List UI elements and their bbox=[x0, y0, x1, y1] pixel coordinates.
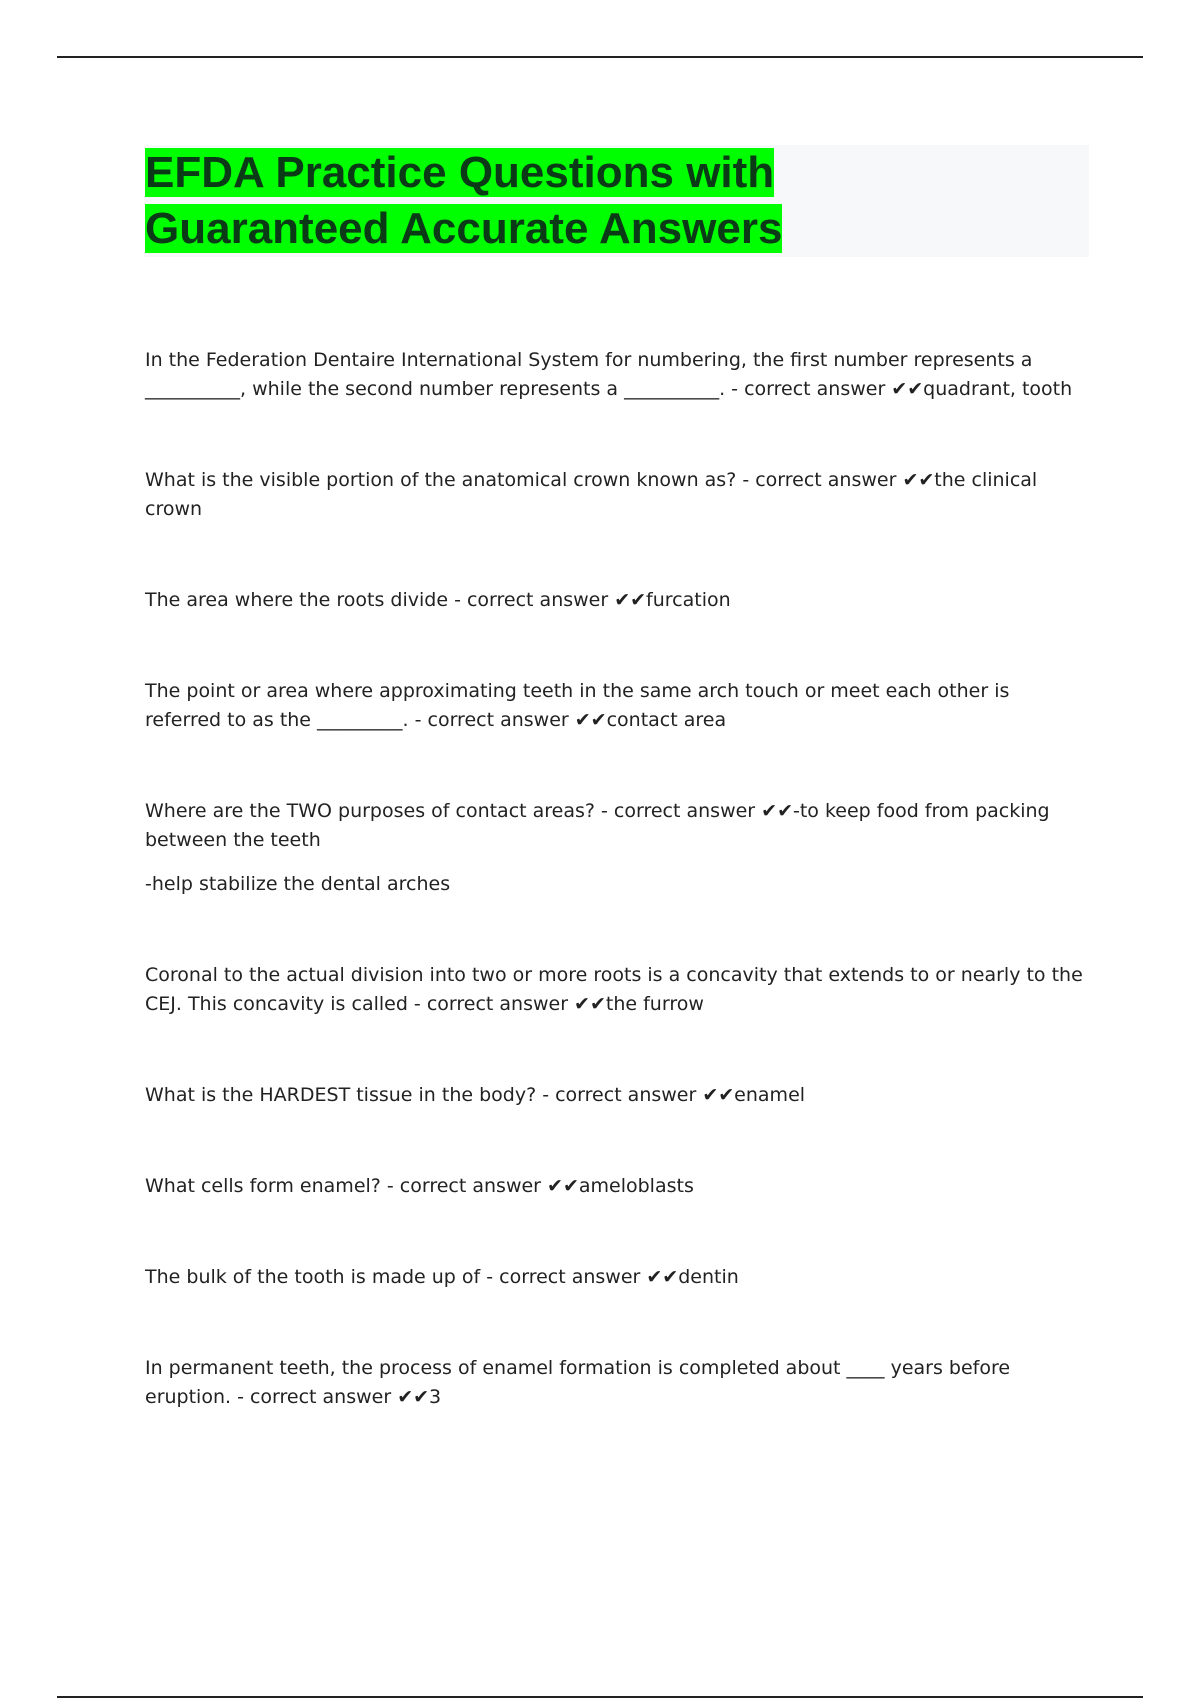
title-line-2: Guaranteed Accurate Answers bbox=[145, 204, 783, 253]
qa-text: Coronal to the actual division into two or more roots is a concavity that extends to or nearly to the CEJ. This concavity is called - correct answer ✔✔the furrow bbox=[145, 964, 1083, 1015]
qa-list bbox=[145, 346, 1091, 1474]
qa-item bbox=[145, 466, 1091, 524]
qa-text: Where are the TWO purposes of contact areas? - correct answer ✔✔-to keep food from packing between the teeth bbox=[145, 800, 1050, 851]
header-rule bbox=[57, 56, 1143, 58]
qa-item bbox=[145, 677, 1091, 735]
title-block bbox=[145, 145, 1089, 257]
qa-item bbox=[145, 586, 1091, 615]
footer-rule bbox=[57, 1696, 1143, 1698]
qa-text: In the Federation Dentaire International System for numbering, the first number represents a __________, while the second number represents a __________. - correct answer ✔✔quadrant, tooth bbox=[145, 349, 1073, 400]
document-title bbox=[145, 145, 1089, 257]
title-line-1: EFDA Practice Questions with bbox=[145, 148, 775, 197]
qa-text: What is the visible portion of the anatomical crown known as? - correct answer ✔✔the clinical crown bbox=[145, 469, 1038, 520]
qa-text: The point or area where approximating teeth in the same arch touch or meet each other is referred to as the _________. - correct answer ✔✔contact area bbox=[145, 680, 1010, 731]
qa-text: The area where the roots divide - correct answer ✔✔furcation bbox=[145, 589, 731, 611]
qa-item bbox=[145, 1081, 1091, 1110]
qa-text: The bulk of the tooth is made up of - correct answer ✔✔dentin bbox=[145, 1266, 739, 1288]
qa-text: What cells form enamel? - correct answer ✔✔ameloblasts bbox=[145, 1175, 694, 1197]
qa-item bbox=[145, 797, 1091, 899]
qa-item bbox=[145, 346, 1091, 404]
qa-item bbox=[145, 1172, 1091, 1201]
qa-item bbox=[145, 1354, 1091, 1412]
qa-text: What is the HARDEST tissue in the body? - correct answer ✔✔enamel bbox=[145, 1084, 806, 1106]
qa-item bbox=[145, 961, 1091, 1019]
qa-text-continued: -help stabilize the dental arches bbox=[145, 873, 451, 895]
qa-item bbox=[145, 1263, 1091, 1292]
qa-text: In permanent teeth, the process of enamel formation is completed about ____ years before eruption. - correct answer ✔✔3 bbox=[145, 1357, 1011, 1408]
